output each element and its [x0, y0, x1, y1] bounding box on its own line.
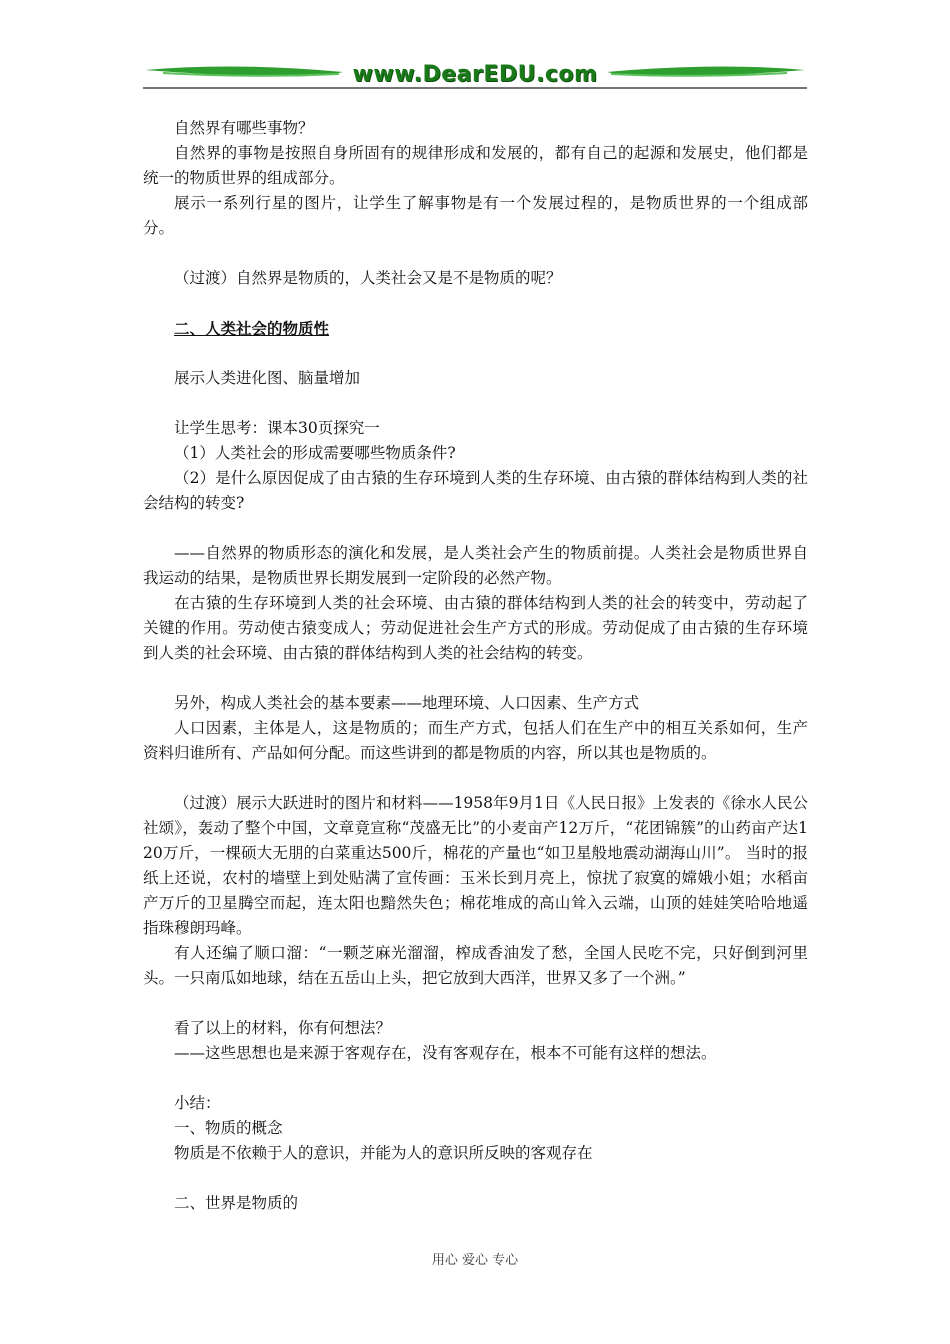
paragraph: 自然界的事物是按照自身所固有的规律形成和发展的，都有自己的起源和发展史，他们都是统一的物质世界的组成部分。 [143, 144, 808, 187]
site-logo-text: www.DearEDU.com [352, 62, 598, 87]
paragraph: （过渡）展示大跃进时的图片和材料——1958年9月1日《人民日报》上发表的《徐水人民公社颂》，轰动了整个中国，文章竟宣称“茂盛无比”的小麦亩产12万斤，“花团锦簇”的山药亩产达120万斤，一棵硕大无朋的白菜重达500斤，棉花的产量也“如卫星般地震动湖海山川”。 当时的报纸上还说，农村的墙壁上到处贴满了宣传画：玉米长到月亮上，惊扰了寂寞的嫦娥小姐；水稻亩产万斤的卫星腾空而起，连太阳也黯然失色；棉花堆成的高山耸入云端，山顶的娃娃笑哈哈地遥指珠穆朗玛峰。 [143, 794, 808, 937]
paragraph: 有人还编了顺口溜：“一颗芝麻光溜溜，榨成香油发了愁，全国人民吃不完，只好倒到河里头。一只南瓜如地球，结在五岳山上头，把它放到大西洋，世界又多了一个洲。” [143, 944, 808, 987]
paragraph: 展示一系列行星的图片，让学生了解事物是有一个发展过程的，是物质世界的一个组成部分。 [143, 194, 808, 237]
paragraph: 自然界有哪些事物？ [174, 119, 314, 137]
paragraph: 看了以上的材料，你有何想法？ [174, 1019, 392, 1037]
document-body [143, 116, 808, 1216]
paragraph: 在古猿的生存环境到人类的社会环境、由古猿的群体结构到人类的社会的转变中，劳动起了关键的作用。劳动使古猿变成人；劳动促进社会生产方式的形成。劳动促成了由古猿的生存环境到人类的社会环境、由古猿的群体结构到人类的社会结构的转变。 [143, 594, 808, 662]
page-header [143, 60, 807, 94]
summary-item: 二、世界是物质的 [174, 1194, 299, 1212]
paragraph: ——自然界的物质形态的演化和发展，是人类社会产生的物质前提。人类社会是物质世界自我运动的结果，是物质世界长期发展到一定阶段的必然产物。 [143, 544, 808, 587]
section-heading: 二、人类社会的物质性 [174, 319, 330, 338]
question-item: （1）人类社会的形成需要哪些物质条件? [174, 444, 456, 462]
summary-item: 一、物质的概念 [174, 1119, 283, 1137]
paragraph: ——这些思想也是来源于客观存在，没有客观存在，根本不可能有这样的想法。 [174, 1044, 717, 1062]
paragraph: 另外，构成人类社会的基本要素——地理环境、人口因素、生产方式 [174, 694, 640, 712]
paragraph: 人口因素，主体是人，这是物质的；而生产方式，包括人们在生产中的相互关系如何，生产资料归谁所有、产品如何分配。而这些讲到的都是物质的内容，所以其也是物质的。 [143, 719, 808, 762]
summary-label: 小结： [174, 1094, 221, 1112]
summary-item-text: 物质是不依赖于人的意识，并能为人的意识所反映的客观存在 [174, 1144, 593, 1162]
question-item: （2）是什么原因促成了由古猿的生存环境到人类的生存环境、由古猿的群体结构到人类的社会结构的转变? [143, 469, 808, 512]
page-footer: 用心 爱心 专心 [431, 1253, 519, 1268]
paragraph: 让学生思考：课本30页探究一 [174, 419, 380, 437]
paragraph: （过渡）自然界是物质的，人类社会又是不是物质的呢？ [174, 269, 562, 287]
paragraph: 展示人类进化图、脑量增加 [174, 369, 361, 387]
